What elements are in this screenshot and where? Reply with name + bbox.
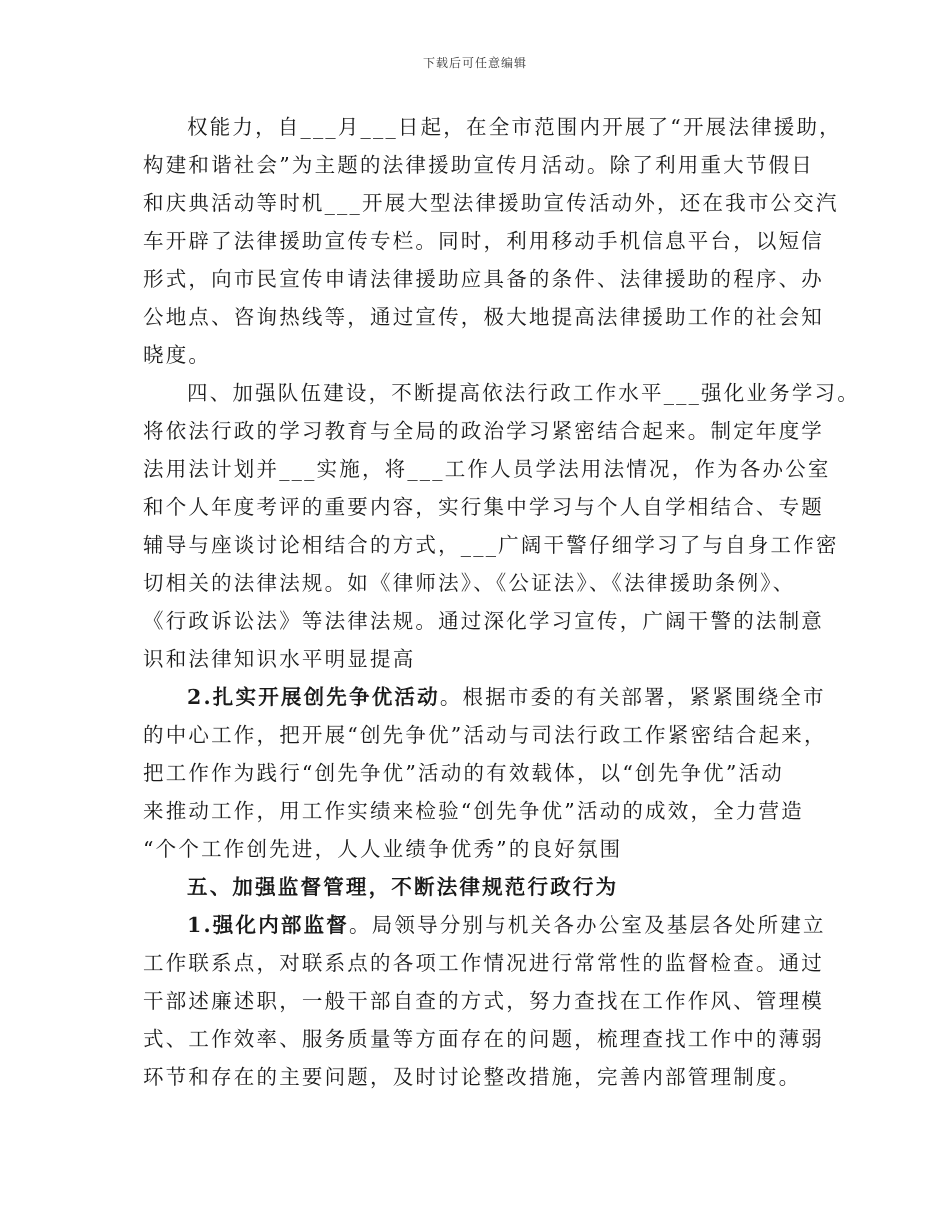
- text-line-p2-l3: [143, 450, 831, 488]
- bold-heading-text: 1.强化内部监督: [187, 913, 350, 937]
- body-text-segment: 和个人年度考评的重要内容，实行集中学习与个人自学相结合、专题: [143, 495, 824, 519]
- text-line-h5: [143, 868, 815, 906]
- text-line-p1-l4: [143, 222, 824, 260]
- body-text-segment: 式、工作效率、服务质量等方面存在的问题，梳理查找工作中的薄弱: [143, 1027, 824, 1051]
- text-line-p2-l4: [143, 488, 824, 526]
- body-text-segment: 构建和谐社会”为主题的法律援助宣传月活动。除了利用重大节假日: [143, 153, 814, 177]
- text-line-p4-l5: [143, 1058, 815, 1096]
- text-line-p2-l2: [143, 412, 824, 450]
- text-line-p1-l5: [143, 260, 824, 298]
- body-text-segment: 环节和存在的主要问题，及时讨论整改措施，完善内部管理制度。: [143, 1065, 802, 1089]
- body-text-segment: 。局领导分别与机关各办公室及基层各处所建立: [349, 913, 826, 937]
- text-line-p2-l1: [143, 374, 860, 412]
- body-text-segment: 公地点、咨询热线等，通过宣传，极大地提高法律援助工作的社会知: [143, 305, 824, 329]
- text-line-p4-l3: [143, 982, 824, 1020]
- text-line-p2-l7: [143, 602, 824, 640]
- text-line-p2-l6: [143, 564, 815, 602]
- body-text-segment: 工作联系点，对联系点的各项工作情况进行常常性的监督检查。通过: [143, 951, 824, 975]
- text-line-p3-l4: [143, 792, 815, 830]
- body-text-segment: 切相关的法律法规。如《律师法》、《公证法》、《法律援助条例》、: [143, 571, 796, 595]
- body-text-segment: 四、加强队伍建设，不断提高依法行政工作水平___强化业务学习。: [187, 381, 860, 405]
- body-text-segment: 将依法行政的学习教育与全局的政治学习紧密结合起来。制定年度学: [143, 419, 824, 443]
- body-text-segment: 识和法律知识水平明显提高: [143, 647, 416, 671]
- body-text-segment: 和庆典活动等时机___开展大型法律援助宣传活动外，还在我市公交汽: [143, 191, 839, 215]
- document-body: [143, 108, 860, 1096]
- body-text-segment: 《行政诉讼法》等法律法规。通过深化学习宣传，广阔干警的法制意: [143, 609, 824, 633]
- text-line-p4-l1: [143, 906, 826, 944]
- text-line-p4-l4: [143, 1020, 824, 1058]
- body-text-segment: 的中心工作，把开展“创先争优”活动与司法行政工作紧密结合起来，: [143, 723, 827, 747]
- body-text-segment: 辅导与座谈讨论相结合的方式，___广阔干警仔细学习了与自身工作密: [143, 533, 839, 557]
- text-line-p1-l6: [143, 298, 824, 336]
- body-text-segment: “个个工作创先进，人人业绩争优秀”的良好氛围: [143, 837, 623, 861]
- body-text-segment: 晓度。: [143, 343, 212, 367]
- text-line-p1-l7: [143, 336, 815, 374]
- text-line-p2-l8: [143, 640, 815, 678]
- bold-heading-text: 五、加强监督管理，不断法律规范行政行为: [187, 875, 619, 899]
- body-text-segment: 干部述廉述职，一般干部自查的方式，努力查找在工作作风、管理模: [143, 989, 824, 1013]
- body-text-segment: 来推动工作，用工作实绩来检验“创先争优”活动的成效，全力营造: [143, 799, 804, 823]
- body-text-segment: 权能力，自___月___日起，在全市范围内开展了“开展法律援助，: [187, 115, 842, 139]
- bold-heading-text: 2.扎实开展创先争优活动: [187, 685, 440, 709]
- text-line-p2-l5: [143, 526, 839, 564]
- text-line-p3-l1: [143, 678, 826, 716]
- body-text-segment: 车开辟了法律援助宣传专栏。同时，利用移动手机信息平台，以短信: [143, 229, 824, 253]
- body-text-segment: 。根据市委的有关部署，紧紧围绕全市: [439, 685, 826, 709]
- text-line-p1-l3: [143, 184, 839, 222]
- text-line-p1-l2: [143, 146, 815, 184]
- body-text-segment: 法用法计划并___实施，将___工作人员学法用法情况，作为各办公室: [143, 457, 831, 481]
- text-line-p4-l2: [143, 944, 824, 982]
- text-line-p1-l1: [143, 108, 842, 146]
- text-line-p3-l3: [143, 754, 815, 792]
- page-header: 下载后可任意编辑: [422, 56, 527, 70]
- body-text-segment: 形式，向市民宣传申请法律援助应具备的条件、法律援助的程序、办: [143, 267, 824, 291]
- body-text-segment: 把工作作为践行“创先争优”活动的有效载体，以“创先争优”活动: [143, 761, 784, 785]
- text-line-p3-l2: [143, 716, 827, 754]
- text-line-p3-l5: [143, 830, 815, 868]
